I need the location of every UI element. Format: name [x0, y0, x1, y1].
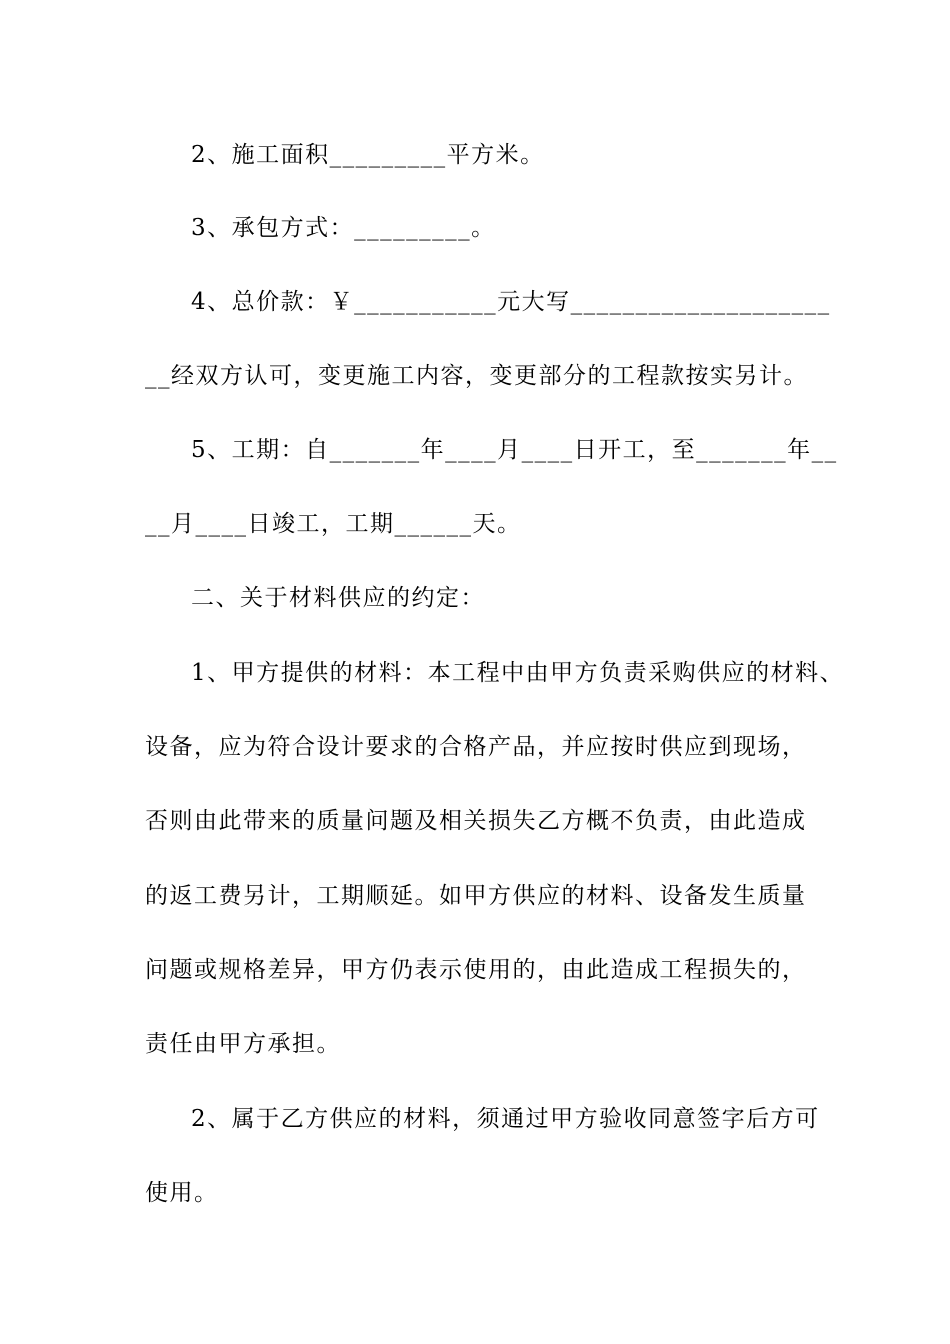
text-line-duration-end: __月____日竣工，工期______天。: [145, 511, 522, 537]
text-line-construction-area: 2、施工面积_________平方米。: [191, 142, 545, 168]
text-line-duration-start: 5、工期：自_______年____月____日开工，至_______年__: [191, 437, 838, 463]
text-line-party-b-materials-1: 2、属于乙方供应的材料，须通过甲方验收同意签字后方可: [191, 1106, 820, 1132]
section-heading-materials: 二、关于材料供应的约定：: [191, 585, 485, 611]
text-line-party-a-materials-5: 问题或规格差异，甲方仍表示使用的，由此造成工程损失的，: [145, 957, 807, 983]
text-line-party-a-materials-6: 责任由甲方承担。: [145, 1031, 341, 1057]
text-line-party-a-materials-4: 的返工费另计，工期顺延。如甲方供应的材料、设备发生质量: [145, 883, 807, 909]
text-line-total-price: 4、总价款：￥___________元大写____________________: [191, 289, 831, 315]
text-line-party-a-materials-1: 1、甲方提供的材料：本工程中由甲方负责采购供应的材料、: [191, 660, 845, 686]
text-line-contract-method: 3、承包方式：_________。: [191, 215, 496, 241]
text-line-party-a-materials-3: 否则由此带来的质量问题及相关损失乙方概不负责，由此造成: [145, 808, 807, 834]
text-line-party-b-materials-2: 使用。: [145, 1180, 219, 1206]
text-line-price-change: __经双方认可，变更施工内容，变更部分的工程款按实另计。: [145, 363, 808, 389]
text-line-party-a-materials-2: 设备，应为符合设计要求的合格产品，并应按时供应到现场，: [145, 734, 807, 760]
